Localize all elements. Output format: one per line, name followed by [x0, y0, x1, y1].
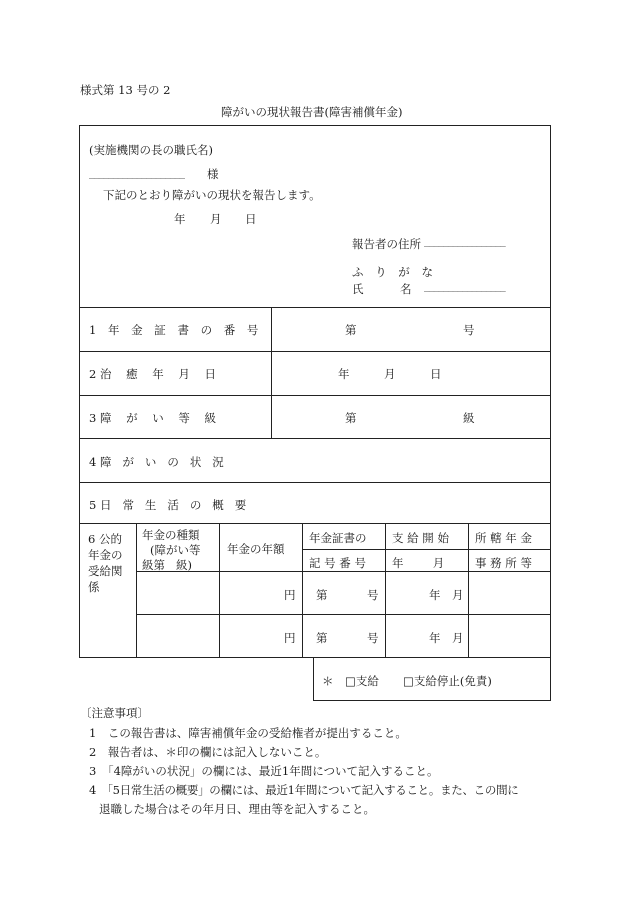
reporter-address-field[interactable]: _________________: [424, 233, 505, 247]
col-type-line1: 年金の種類: [142, 528, 200, 542]
date-year: 年: [174, 212, 186, 226]
payment-option-paid[interactable]: □支給: [345, 674, 379, 688]
intro-text: 下記のとおり障がいの現状を報告します。: [103, 188, 321, 202]
s6-label-line1: 6 公的: [88, 532, 122, 546]
form-number: 様式第 13 号の 2: [80, 83, 171, 97]
s6-col1: [136, 523, 137, 658]
note-item: 3 「4障がいの状況」の欄には、最近1年間について記入すること。: [89, 764, 439, 778]
row2-month: 月: [384, 367, 396, 381]
row2-year: 年: [338, 367, 350, 381]
notes-title: 〔注意事項〕: [80, 706, 149, 720]
col-office-line1: 所 轄 年 金: [475, 531, 532, 545]
row1-label: 1 年 金 証 書 の 番 号: [89, 323, 263, 337]
row2-day: 日: [430, 367, 442, 381]
rows123-divider: [271, 307, 272, 438]
section6-top: [79, 523, 551, 524]
payment-option-suspended[interactable]: □支給停止(免責): [403, 674, 492, 688]
row1-top: [79, 307, 551, 308]
s6-col2: [219, 523, 220, 658]
row-a-dai: 第: [316, 588, 328, 602]
addressee-blank[interactable]: ____________________: [89, 165, 184, 179]
payment-asterisk: ＊: [322, 674, 334, 688]
date-month: 月: [210, 212, 222, 226]
col-office-line2: 事 務 所 等: [475, 556, 532, 570]
col-start-line1: 支 給 開 始: [392, 531, 449, 545]
row4-top: [79, 438, 551, 439]
s6-header-bottom: [136, 571, 551, 572]
col-start-line2: 年 月: [392, 556, 445, 570]
row3-label: 3 障 が い 等 級: [89, 411, 216, 425]
col-type-line2: (障がい等: [150, 543, 201, 557]
s6-mid: [302, 549, 551, 550]
row-a-year: 年: [429, 588, 441, 602]
payment-box-left: [313, 657, 314, 700]
row1-dai: 第: [345, 323, 357, 337]
col-type-line3: 級第 級): [142, 558, 192, 572]
row4-label: 4 障 が い の 状 況: [89, 455, 224, 469]
s6-col4: [385, 523, 386, 658]
row1-go: 号: [463, 323, 475, 337]
row3-dai: 第: [345, 411, 357, 425]
furigana-label: ふ り が な: [352, 265, 437, 279]
row2-label: 2 治 癒 年 月 日: [89, 367, 216, 381]
row-a-month: 月: [452, 588, 464, 602]
note-item: 2 報告者は、＊印の欄には記入しないこと。: [89, 745, 327, 759]
s6-label-line3: 受給関: [88, 564, 123, 578]
page-title: 障がいの現状報告書(障害補償年金): [221, 105, 403, 119]
reporter-name-field[interactable]: _________________: [424, 278, 505, 292]
col-amount: 年金の年額: [227, 542, 285, 556]
s6-row-divider: [136, 614, 551, 615]
row-a-go: 号: [367, 588, 379, 602]
frame-left: [79, 125, 80, 658]
s6-label-line4: 係: [88, 580, 100, 594]
reporter-name-label: 氏 名: [352, 282, 412, 296]
row-b-year: 年: [429, 631, 441, 645]
s6-col3: [302, 523, 303, 658]
col-cert-line1: 年金証書の: [309, 531, 367, 545]
row-a-yen: 円: [284, 588, 296, 602]
date-day: 日: [245, 212, 257, 226]
frame-top: [79, 125, 551, 126]
s6-label-line2: 年金の: [88, 548, 123, 562]
honorific: 様: [207, 167, 219, 181]
note-item: 4 「5日常生活の概要」の欄には、最近1年間について記入すること。また、この間に: [89, 783, 519, 797]
reporter-address-label: 報告者の住所: [352, 237, 421, 251]
row3-kyu: 級: [463, 411, 475, 425]
note-item: 1 この報告書は、障害補償年金の受給権者が提出すること。: [89, 726, 407, 740]
row-b-month: 月: [452, 631, 464, 645]
addressee-label: (実施機関の長の職氏名): [89, 143, 213, 157]
row5-top: [79, 482, 551, 483]
row-b-yen: 円: [284, 631, 296, 645]
row3-top: [79, 395, 551, 396]
row-b-go: 号: [367, 631, 379, 645]
col-cert-line2: 記 号 番 号: [309, 556, 366, 570]
s6-col5: [468, 523, 469, 658]
row5-label: 5 日 常 生 活 の 概 要: [89, 498, 247, 512]
note-item: 退職した場合はその年月日、理由等を記入すること。: [99, 802, 375, 816]
row-b-dai: 第: [316, 631, 328, 645]
payment-box-bottom: [313, 700, 551, 701]
s6-bottom: [79, 657, 551, 658]
row2-top: [79, 351, 551, 352]
